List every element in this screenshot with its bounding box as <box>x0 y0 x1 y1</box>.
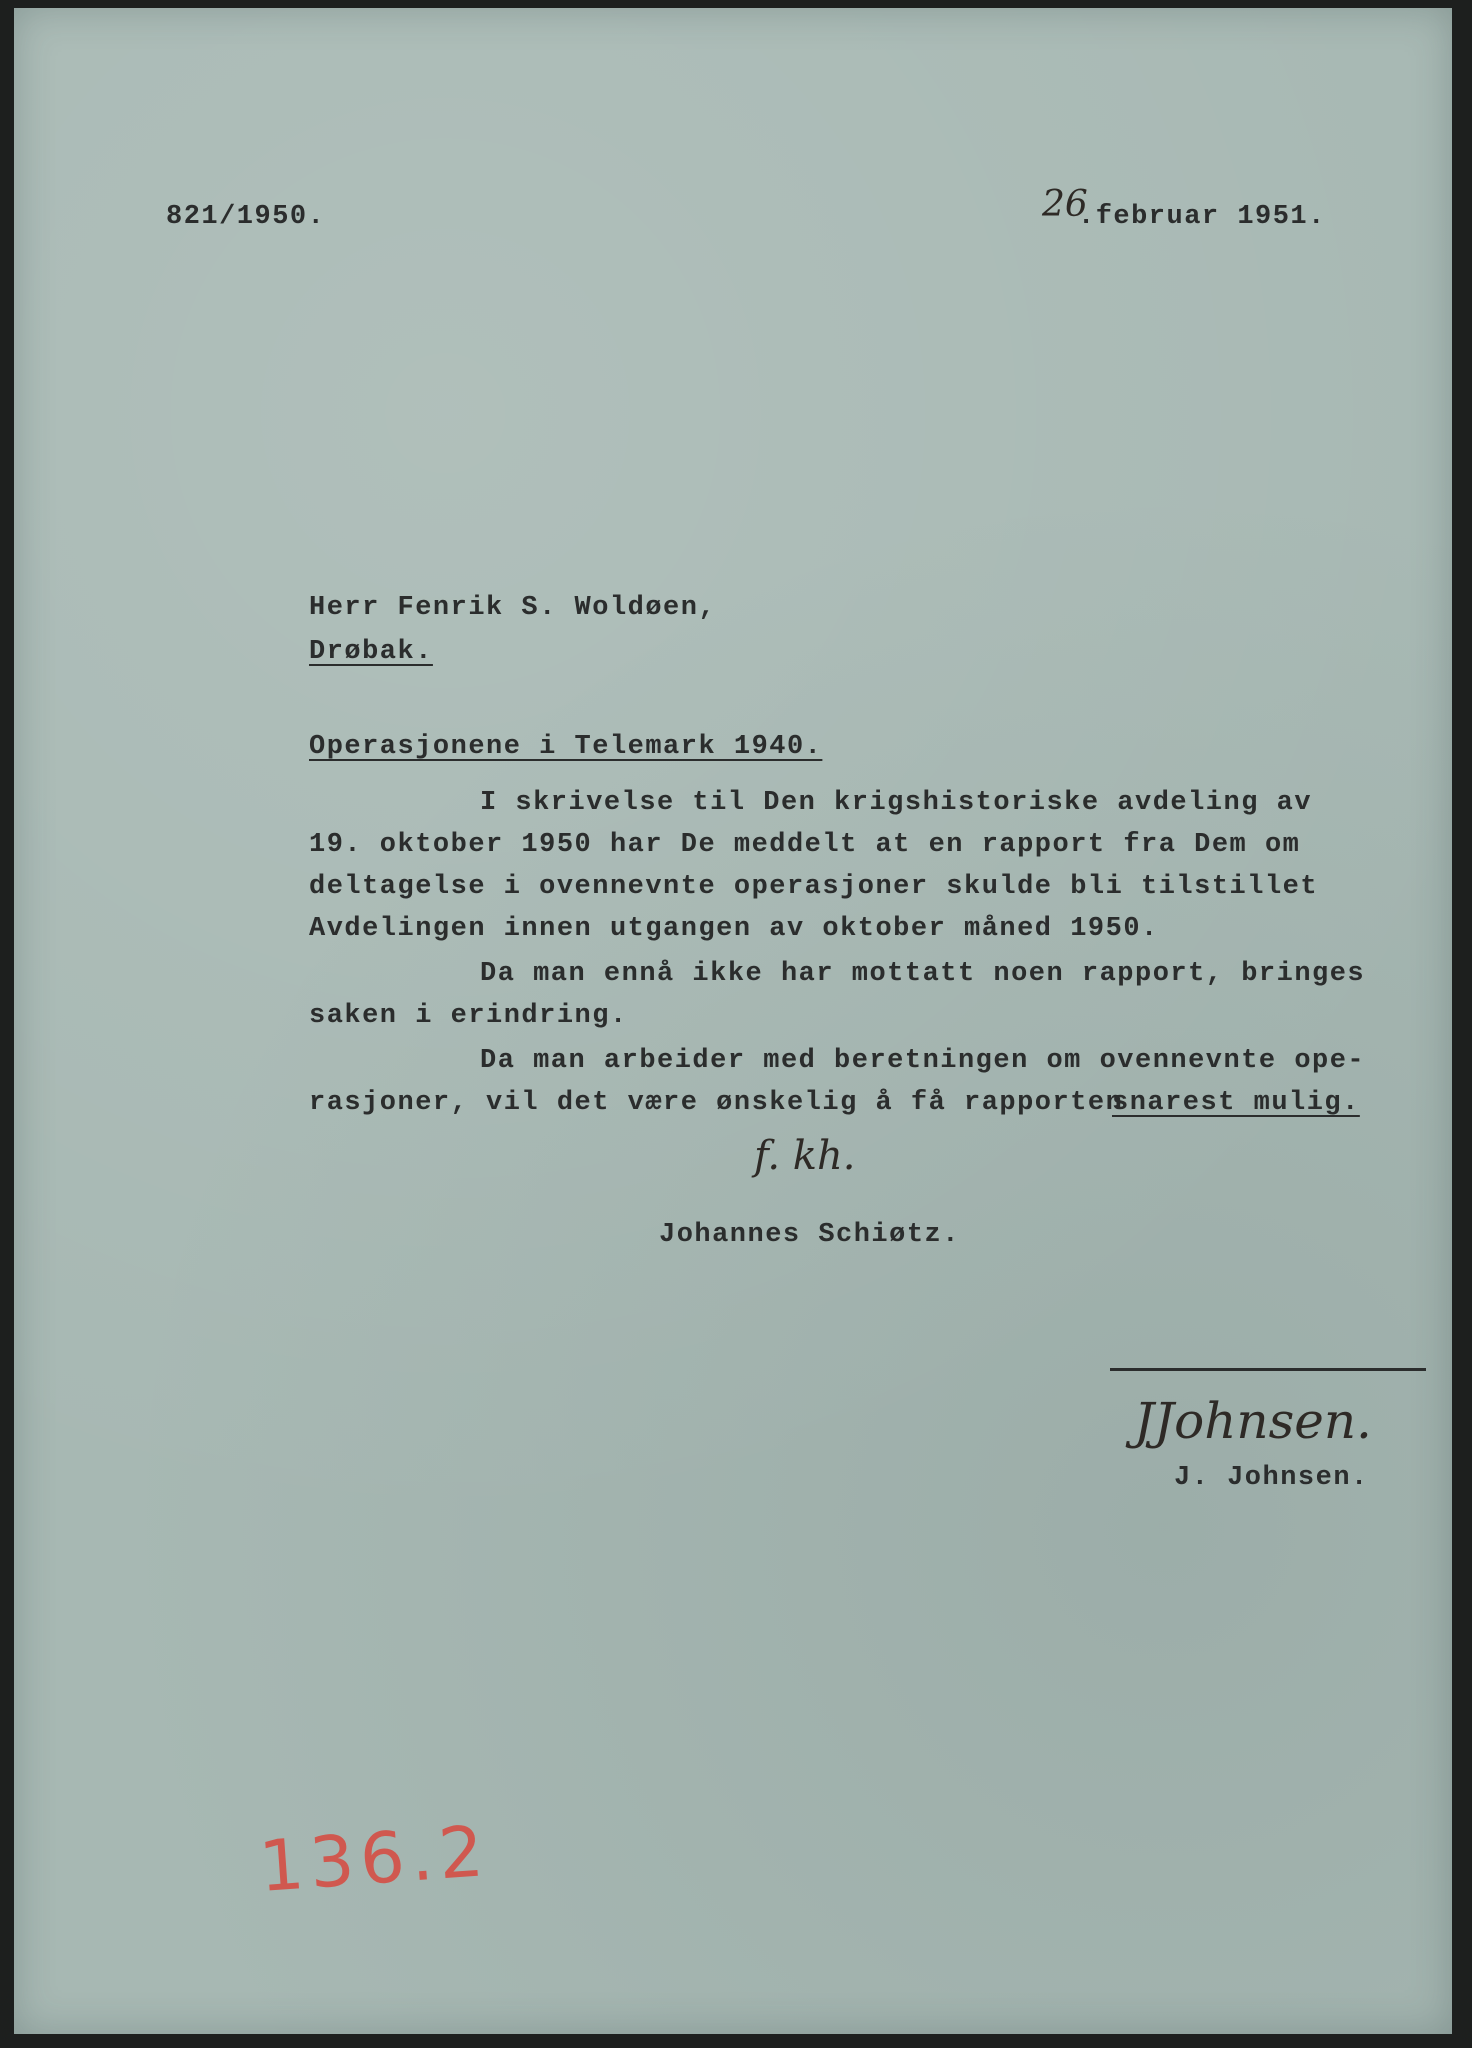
subject-line: Operasjonene i Telemark 1940. <box>309 732 823 762</box>
archive-mark: 136.2 <box>256 1810 492 1908</box>
signatory-name: Johannes Schiøtz. <box>659 1220 960 1250</box>
recipient-place: Drøbak. <box>309 637 433 667</box>
body-line-5: Da man ennå ikke har mottatt noen rapport, bringes <box>480 959 1366 989</box>
body-emphasis: snarest mulig. <box>1112 1088 1360 1118</box>
date-text: .februar 1951. <box>1078 202 1326 232</box>
handwritten-date-day: 26 <box>1042 184 1088 225</box>
recipient-name: Herr Fenrik S. Woldøen, <box>309 593 717 623</box>
handwritten-signature: JJohnsen. <box>1134 1392 1372 1450</box>
handwritten-initials: f. kh. <box>754 1133 856 1179</box>
body-line-8: rasjoner, vil det være ønskelig å få rapporten <box>309 1088 1124 1118</box>
signature-rule <box>1110 1368 1426 1371</box>
body-line-4: Avdelingen innen utgangen av oktober måned 1950. <box>309 914 1159 944</box>
reference-number: 821/1950. <box>166 202 326 232</box>
body-line-7: Da man arbeider med beretningen om ovennevnte ope- <box>480 1046 1366 1076</box>
body-line-1: I skrivelse til Den krigshistoriske avdeling av <box>480 788 1313 818</box>
letter-sheet <box>14 8 1452 2034</box>
second-signatory-name: J. Johnsen. <box>1174 1463 1369 1493</box>
body-line-6: saken i erindring. <box>309 1001 628 1031</box>
body-line-2: 19. oktober 1950 har De meddelt at en rapport fra Dem om <box>309 830 1301 860</box>
body-line-3: deltagelse i ovennevnte operasjoner skulde bli tilstillet <box>309 872 1319 902</box>
